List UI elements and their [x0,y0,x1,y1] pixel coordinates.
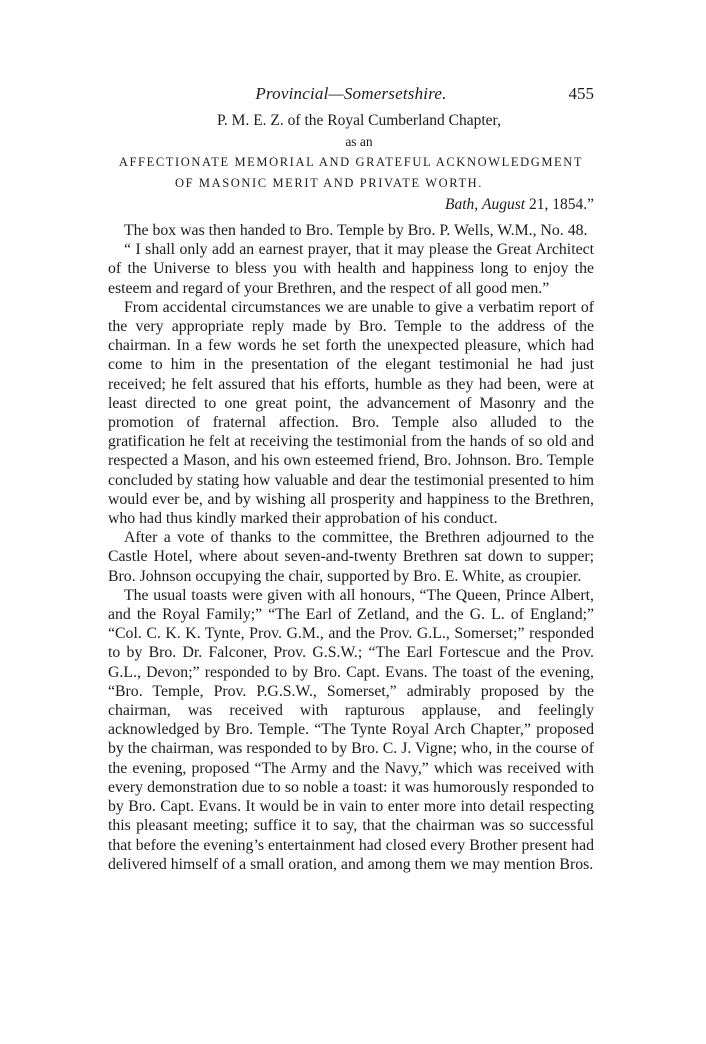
page-number: 455 [568,84,594,103]
page [108,84,594,874]
inscription-day-year: 21, 1854.” [525,196,594,213]
paragraph: “ I shall only add an earnest prayer, that it may please the Great Architect of the Universe to bless you with health and happiness long to enjoy the esteem and regard of your Brethren, and the respect of all good men.” [108,241,594,297]
body-text [108,221,594,874]
inscription-line: AFFECTIONATE MEMORIAL AND GRATEFUL ACKNOWLEDGMENT [118,155,584,169]
inscription-block [108,110,594,215]
running-head [108,84,594,110]
running-title: Provincial—Somersetshire. [255,84,447,103]
inscription-place: Bath, [445,196,479,213]
inscription-date [108,194,594,215]
inscription-line: P. M. E. Z. of the Royal Cumberland Chapter, [217,112,501,129]
paragraph: After a vote of thanks to the committee, the Brethren adjourned to the Castle Hotel, where about seven-and-twenty Brethren sat down to supper; Bro. Johnson occupying the chair, supported by Bro. E. White, as croupier. [108,529,594,585]
inscription-month: August [482,196,526,213]
paragraph: The box was then handed to Bro. Temple by Bro. P. Wells, W.M., No. 48. [124,222,588,239]
paragraph: The usual toasts were given with all honours, “The Queen, Prince Albert, and the Royal Family;” “The Earl of Zetland, and the G. L. of England;” “Col. C. K. K. Tynte, Prov. G.M., and the Prov. G.L., Somerset;” responded to by Bro. Dr. Falconer, Prov. G.S.W.; “The Earl Fortescue and the Prov. G.L., Devon;” responded to by Bro. Capt. Evans. The toast of the evening, “Bro. Temple, Prov. P.G.S.W., Somerset,” admirably proposed by the chairman, was received with rapturous applause, and feelingly acknowledged by Bro. Temple. “The Tynte Royal Arch Chapter,” proposed by the chairman, was responded to by Bro. C. J. Vigne; who, in the course of the evening, proposed “The Army and the Navy,” which was received with every demonstration due to so noble a toast: it was humorously responded to by Bro. Capt. Evans. It would be in vain to enter more into detail respecting this pleasant meeting; suffice it to say, that the chairman was so successful that before the evening’s entertainment had closed every Brother present had delivered himself of a small oration, and among them we may mention Bros. [108,586,594,873]
paragraph: From accidental circumstances we are unable to give a verbatim report of the very appropriate reply made by Bro. Temple to the address of the chairman. In a few words he set forth the unexpected pleasure, which had come to him in the presentation of the elegant testimonial he had just received; he felt assured that his efforts, humble as they had been, were at least directed to one great point, the advancement of Masonry and the promotion of fraternal affection. Bro. Temple also alluded to the gratification he felt at receiving the testimonial from the hands of so old and respected a Mason, and his own esteemed friend, Bro. Johnson. Bro. Temple concluded by stating how valuable and dear the testimonial presented to him would ever be, and by wishing all prosperity and happiness to the Brethren, who had thus kindly marked their approbation of his conduct. [108,298,594,528]
inscription-line: OF MASONIC MERIT AND PRIVATE WORTH. [174,176,484,190]
inscription-line: as an [345,134,373,149]
